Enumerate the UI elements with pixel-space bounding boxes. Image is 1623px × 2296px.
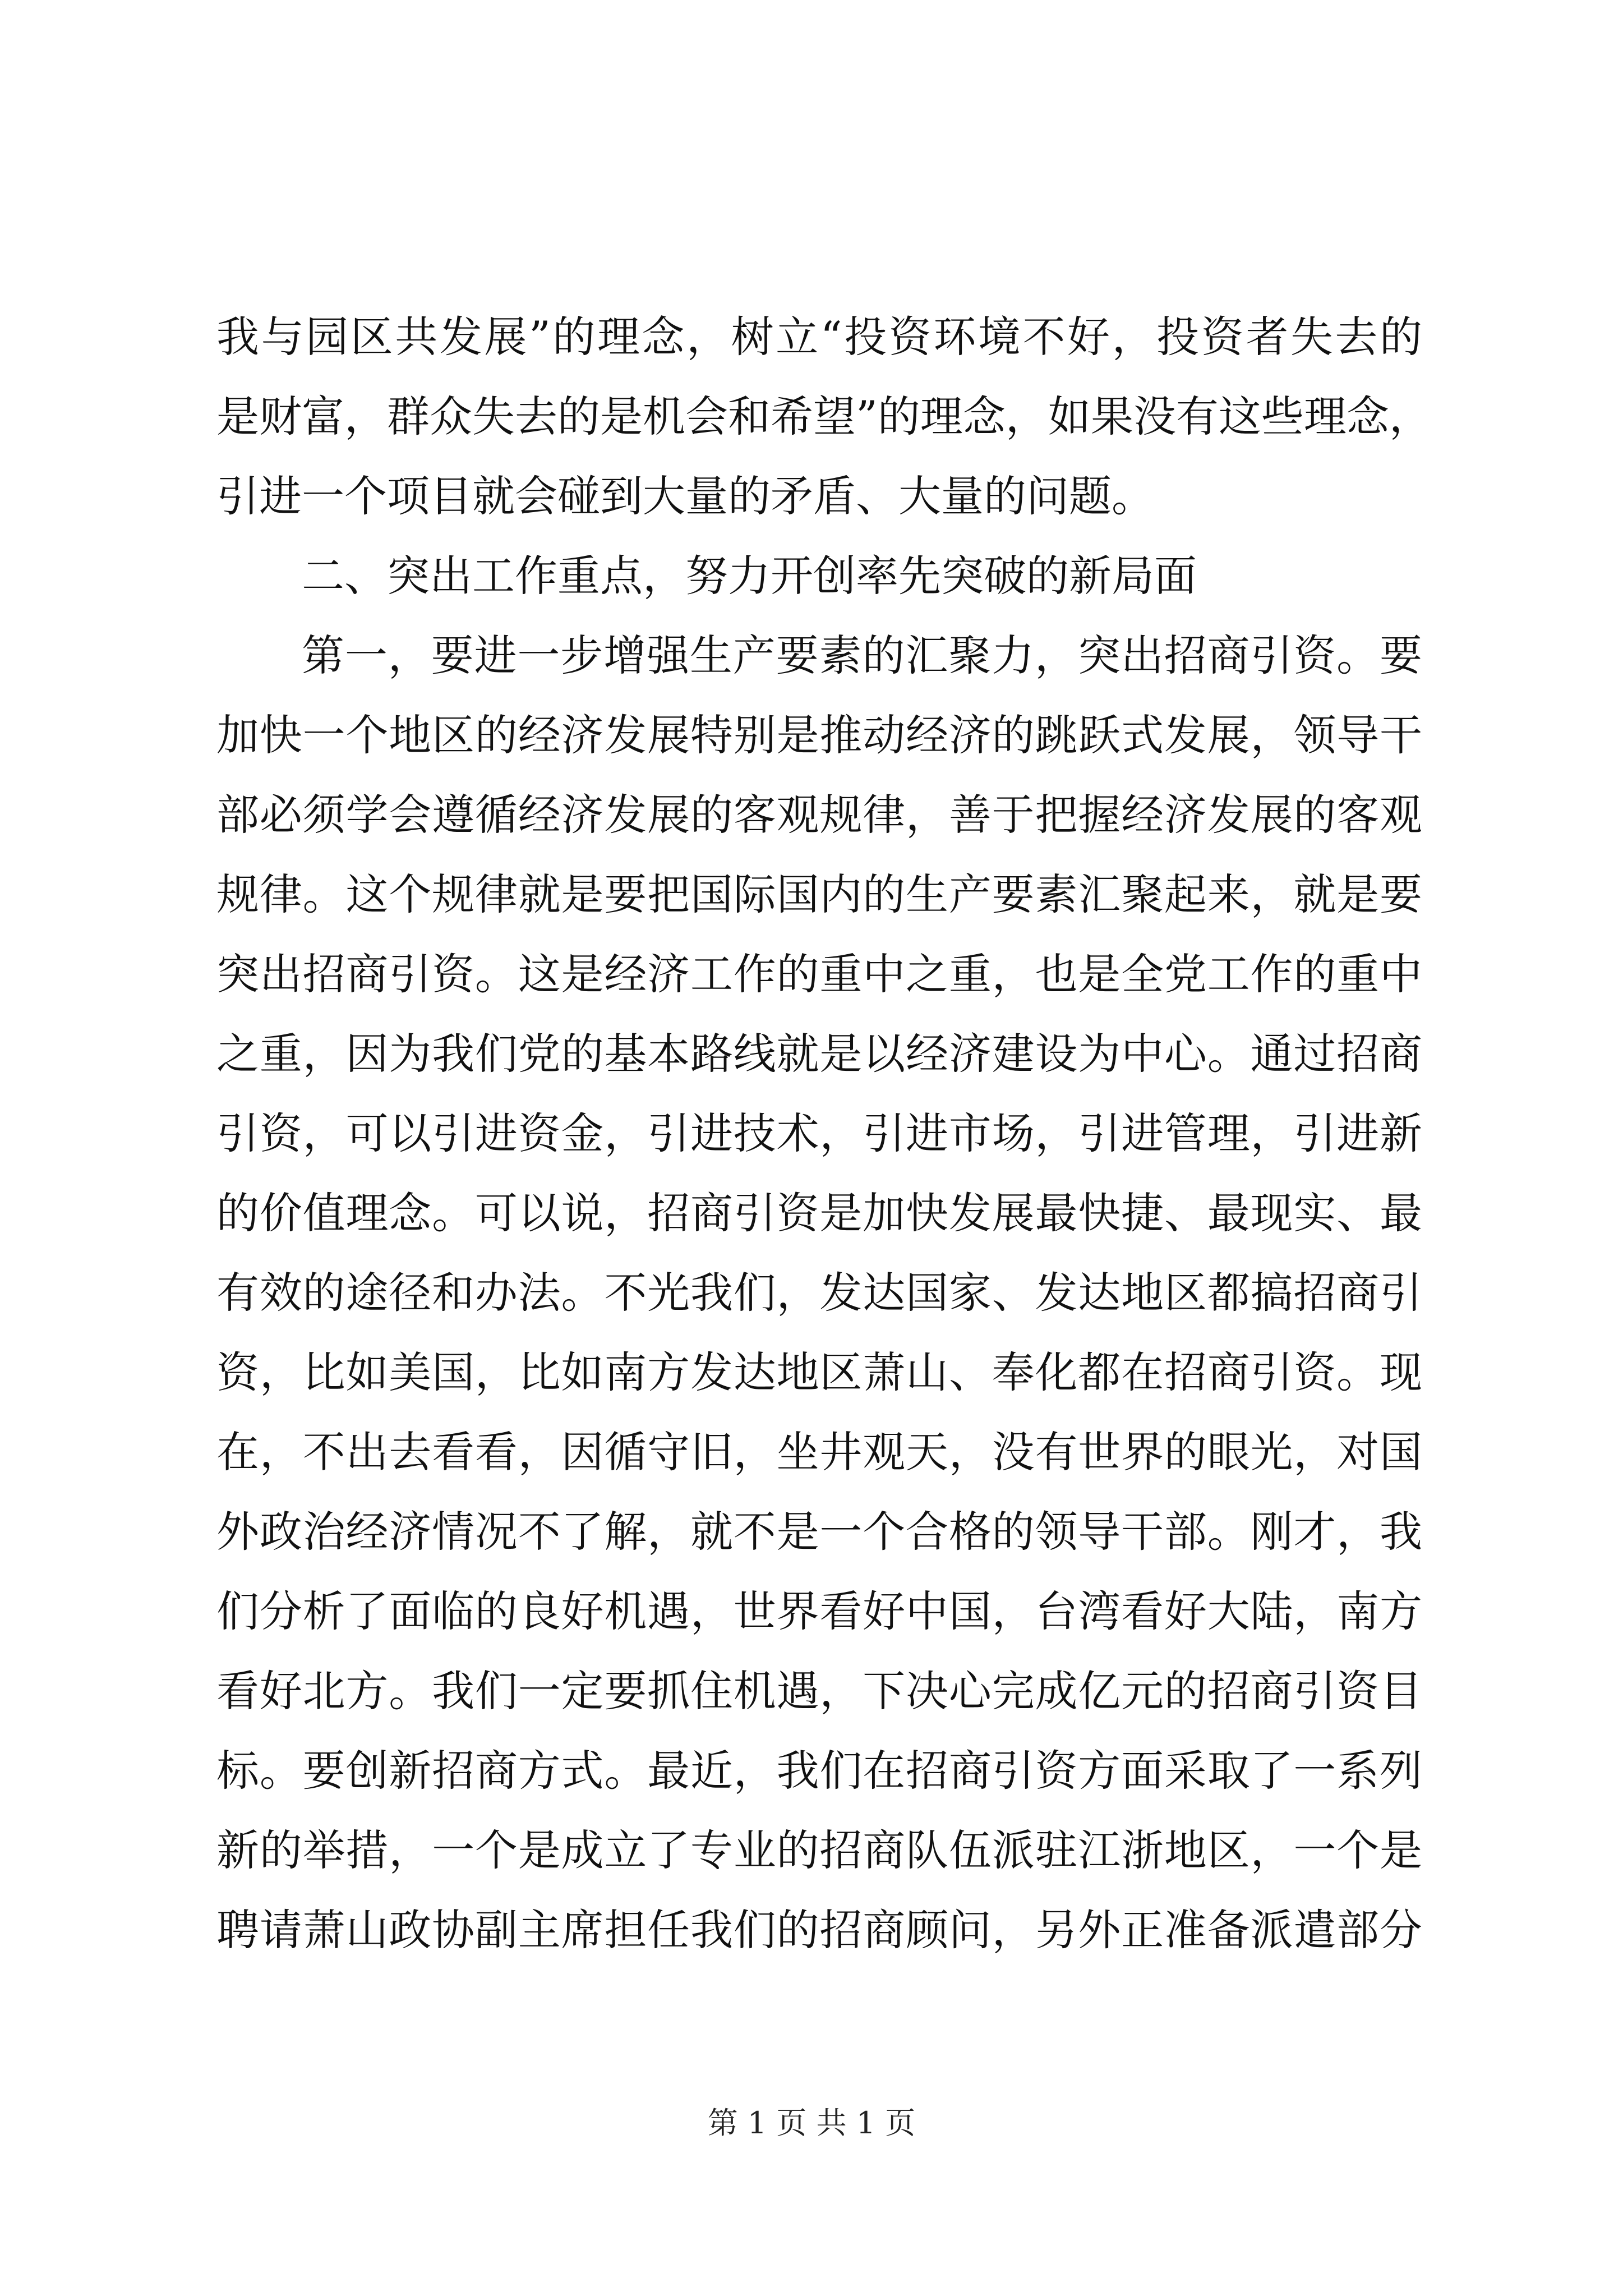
text-line: 在，不出去看看，因循守旧，坐井观天，没有世界的眼光，对国 bbox=[216, 1427, 1422, 1477]
text-line: 加快一个地区的经济发展特别是推动经济的跳跃式发展，领导干 bbox=[216, 710, 1422, 760]
paragraph-first-line: 第一，要进一步增强生产要素的汇聚力，突出招商引资。要 bbox=[302, 631, 1422, 680]
text-line: 引资，可以引进资金，引进技术，引进市场，引进管理，引进新 bbox=[216, 1108, 1422, 1158]
text-line: 外政治经济情况不了解，就不是一个合格的领导干部。刚才，我 bbox=[216, 1507, 1422, 1557]
text-line: 聘请萧山政协副主席担任我们的招商顾问，另外正准备派遣部分 bbox=[216, 1905, 1422, 1955]
text-line: 我与园区共发展”的理念，树立“投资环境不好，投资者失去的 bbox=[216, 312, 1422, 362]
text-line: 部必须学会遵循经济发展的客观规律，善于把握经济发展的客观 bbox=[216, 790, 1422, 840]
text-line: 有效的途径和办法。不光我们，发达国家、发达地区都搞招商引 bbox=[216, 1268, 1422, 1318]
body-text bbox=[216, 297, 1432, 1970]
text-line: 看好北方。我们一定要抓住机遇，下决心完成亿元的招商引资目 bbox=[216, 1666, 1422, 1716]
text-line: 引进一个项目就会碰到大量的矛盾、大量的问题。 bbox=[216, 471, 1154, 521]
section-heading: 二、突出工作重点，努力开创率先突破的新局面 bbox=[302, 551, 1197, 601]
text-line: 新的举措，一个是成立了专业的招商队伍派驻江浙地区，一个是 bbox=[216, 1825, 1422, 1875]
text-line: 的价值理念。可以说，招商引资是加快发展最快捷、最现实、最 bbox=[216, 1188, 1422, 1238]
text-line: 标。要创新招商方式。最近，我们在招商引资方面采取了一系列 bbox=[216, 1746, 1422, 1796]
text-line: 是财富，群众失去的是机会和希望”的理念，如果没有这些理念， bbox=[216, 392, 1432, 441]
page-footer: 第 1 页 共 1 页 bbox=[707, 2105, 916, 2141]
text-line: 之重，因为我们党的基本路线就是以经济建设为中心。通过招商 bbox=[216, 1029, 1422, 1079]
text-line: 资，比如美国，比如南方发达地区萧山、奉化都在招商引资。现 bbox=[216, 1347, 1422, 1397]
text-line: 们分析了面临的良好机遇，世界看好中国，台湾看好大陆，南方 bbox=[216, 1586, 1422, 1636]
text-line: 规律。这个规律就是要把国际国内的生产要素汇聚起来，就是要 bbox=[216, 869, 1422, 919]
text-line: 突出招商引资。这是经济工作的重中之重，也是全党工作的重中 bbox=[216, 949, 1422, 999]
